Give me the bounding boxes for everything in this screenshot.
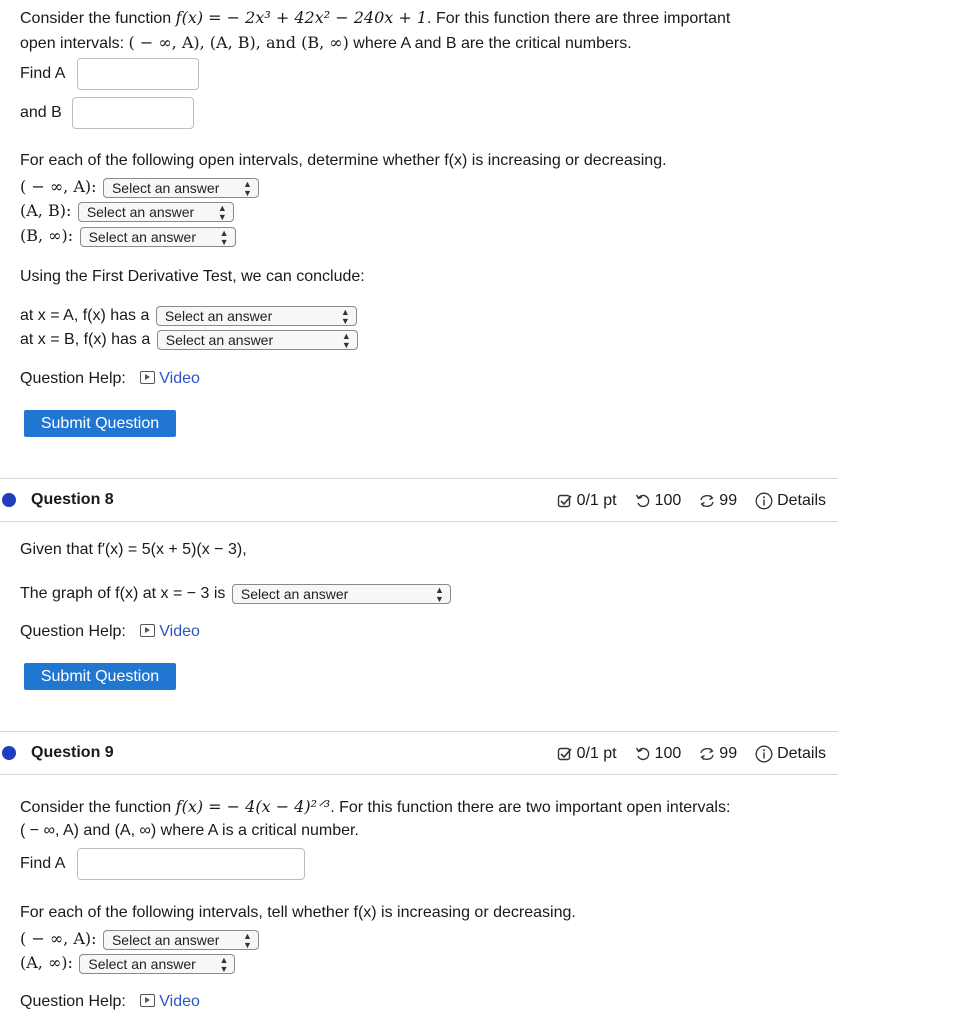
video-icon <box>140 994 155 1007</box>
q8-header <box>0 480 838 522</box>
q7-conclusion-text: at x = B, f(x) has a <box>20 331 151 349</box>
question-help-label: Question Help: <box>20 370 126 387</box>
select-value: Select an answer <box>88 955 196 972</box>
q9-interval-1-select[interactable] <box>103 930 259 950</box>
q7-intervals-expression: ( − ∞, A), (A, B), and (B, ∞) <box>128 33 349 52</box>
q8-graph-row <box>20 584 451 604</box>
q7-interval-3-select[interactable] <box>80 227 236 247</box>
video-label: Video <box>159 623 200 640</box>
q9-meta <box>557 745 826 763</box>
video-icon <box>140 371 155 384</box>
attempts-undo-icon <box>635 746 651 762</box>
q7-conclusion-text: at x = A, f(x) has a <box>20 307 150 325</box>
q8-score: 0/1 pt <box>576 492 617 509</box>
q8-question-help <box>20 623 200 641</box>
question-help-label: Question Help: <box>20 993 126 1010</box>
q9-interval-row-1 <box>20 929 259 950</box>
score-check-icon <box>557 493 573 509</box>
divider <box>0 774 838 775</box>
select-arrows-icon: ▲ ▼ <box>243 930 252 950</box>
q7-function-expression: f(x) = − 2x³ + 42x² − 240x + 1 <box>175 8 428 27</box>
q7-conclusion-b-select[interactable] <box>157 330 358 350</box>
q9-answer-a-input[interactable] <box>77 848 305 880</box>
select-value: Select an answer <box>111 931 220 948</box>
q7-answer-a-input[interactable] <box>77 58 199 90</box>
q7-interval-row-1 <box>20 177 259 198</box>
select-arrows-icon: ▲ ▼ <box>217 202 227 222</box>
q9-function-expression: f(x) = − 4(x − 4)²ᐟ³ <box>175 797 331 816</box>
q9-interval-label: (A, ∞): <box>20 953 73 972</box>
attempts-undo-icon <box>635 493 651 509</box>
q8-title: Question 8 <box>31 491 114 508</box>
q9-video-link[interactable] <box>140 993 200 1010</box>
q7-interval-label: (A, B): <box>20 201 72 220</box>
q8-retries: 99 <box>719 492 738 509</box>
divider <box>0 478 838 479</box>
q9-intro-text-end: . For this function there are two important open intervals: <box>330 799 731 816</box>
retries-arrows-icon <box>699 493 715 509</box>
q9-interval-label: ( − ∞, A): <box>20 929 97 948</box>
q9-score: 0/1 pt <box>576 745 617 762</box>
question-help-label: Question Help: <box>20 623 126 640</box>
info-icon[interactable] <box>755 492 773 510</box>
q8-submit-button[interactable]: Submit Question <box>24 663 176 690</box>
select-arrows-icon: ▲ ▼ <box>341 331 351 350</box>
score-check-icon <box>557 746 573 762</box>
q7-interval-row-2 <box>20 201 234 222</box>
q8-video-link[interactable] <box>140 623 200 640</box>
select-value: Select an answer <box>86 203 195 220</box>
q7-intro-line1 <box>20 8 730 28</box>
info-icon[interactable] <box>755 745 773 763</box>
video-label: Video <box>159 993 200 1010</box>
q7-intro-text: Consider the function <box>20 10 176 27</box>
question-status-dot-icon <box>2 493 16 507</box>
q9-details-link[interactable]: Details <box>777 745 826 762</box>
divider <box>0 521 838 522</box>
q8-graph-text: The graph of f(x) at x = − 3 is <box>20 585 226 603</box>
q7-and-b-label: and B <box>20 104 62 121</box>
q8-graph-select[interactable] <box>232 584 451 604</box>
q7-critical-numbers-text: where A and B are the critical numbers. <box>348 35 632 52</box>
q7-interval-row-3 <box>20 226 236 247</box>
q9-retries: 99 <box>719 745 738 762</box>
retries-arrows-icon <box>699 746 715 762</box>
question-status-dot-icon <box>2 746 16 760</box>
select-value: Select an answer <box>111 179 220 196</box>
q7-conclusion-row-1 <box>20 306 357 326</box>
select-arrows-icon: ▲ ▼ <box>434 585 444 604</box>
q7-submit-button[interactable]: Submit Question <box>24 410 176 437</box>
q7-find-a-label: Find A <box>20 65 66 82</box>
select-value: Select an answer <box>164 308 273 324</box>
divider <box>0 731 838 732</box>
q7-intervals-prompt: For each of the following open intervals, determine whether f(x) is increasing or decreasing. <box>20 152 667 169</box>
q7-video-link[interactable] <box>140 370 200 387</box>
q8-details-link[interactable]: Details <box>777 492 826 509</box>
q7-interval-label: (B, ∞): <box>20 226 74 245</box>
select-value: Select an answer <box>165 332 274 348</box>
q7-intervals-lead: open intervals: <box>20 35 129 52</box>
q8-given: Given that f′(x) = 5(x + 5)(x − 3), <box>20 541 247 558</box>
q9-question-help <box>20 993 200 1011</box>
q9-intro-text: Consider the function <box>20 799 176 816</box>
select-value: Select an answer <box>88 228 196 245</box>
select-arrows-icon: ▲ ▼ <box>219 227 229 247</box>
q7-first-derivative-prompt: Using the First Derivative Test, we can conclude: <box>20 268 365 285</box>
q9-intro-line1 <box>20 797 730 817</box>
q9-title: Question 9 <box>31 744 114 761</box>
q9-header <box>0 733 838 775</box>
q8-attempts: 100 <box>654 492 682 509</box>
q7-question-help <box>20 370 200 388</box>
q7-interval-label: ( − ∞, A): <box>20 177 97 196</box>
q7-interval-2-select[interactable] <box>78 202 234 222</box>
q9-interval-2-select[interactable] <box>79 954 235 974</box>
q7-conclusion-a-select[interactable] <box>156 306 357 326</box>
q7-conclusion-row-2 <box>20 330 358 350</box>
select-arrows-icon: ▲ ▼ <box>340 307 350 326</box>
video-icon <box>140 624 155 637</box>
q7-interval-1-select[interactable] <box>103 178 259 198</box>
select-arrows-icon: ▲ ▼ <box>219 954 229 974</box>
q7-intro-line2 <box>20 33 632 53</box>
q8-meta <box>557 492 826 510</box>
select-value: Select an answer <box>240 586 349 602</box>
q7-intro-text-end: . For this function there are three important <box>427 10 731 27</box>
q9-find-a-label: Find A <box>20 855 66 872</box>
select-arrows-icon: ▲ ▼ <box>243 178 252 198</box>
q7-answer-b-input[interactable] <box>72 97 194 129</box>
q9-intro-line2: ( − ∞, A) and (A, ∞) where A is a critical number. <box>20 822 359 839</box>
q9-interval-row-2 <box>20 953 235 974</box>
q9-intervals-prompt: For each of the following intervals, tell whether f(x) is increasing or decreasing. <box>20 904 576 921</box>
q9-attempts: 100 <box>654 745 682 762</box>
video-label: Video <box>159 370 200 387</box>
